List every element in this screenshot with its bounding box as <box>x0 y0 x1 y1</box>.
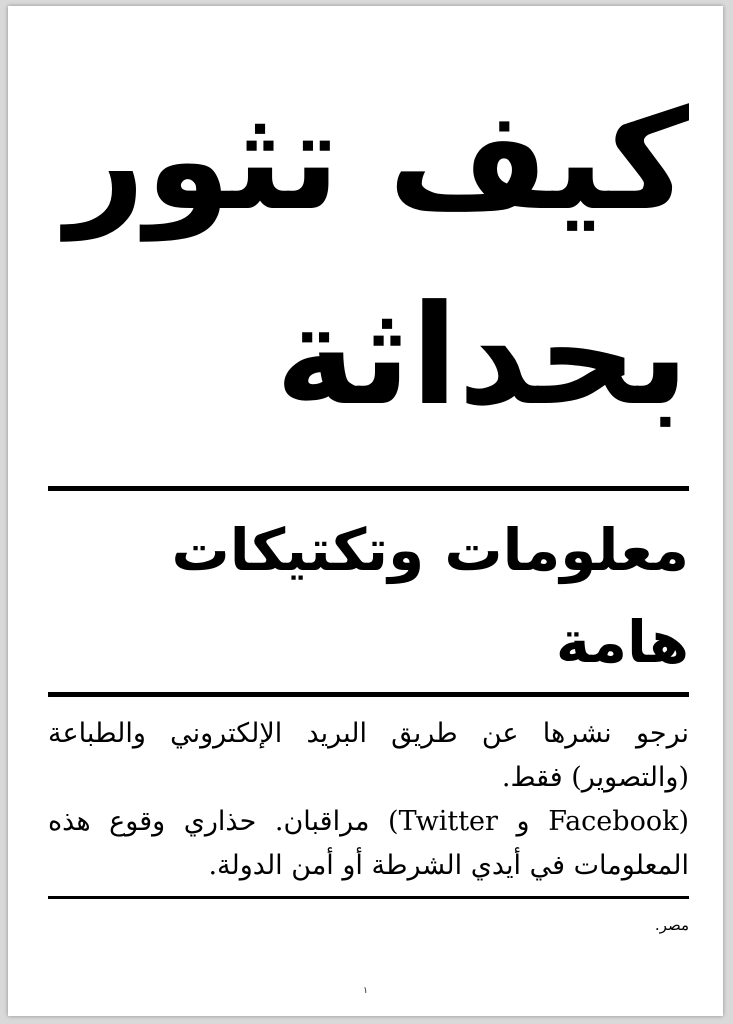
subtitle: معلومات وتكتيكات هامة <box>171 516 689 676</box>
body-paragraph-2: (Facebook و Twitter) مراقبان. حذاري وقوع هذه المعلومات في أيدي الشرطة أو أمن الدولة. <box>48 806 689 881</box>
divider-top <box>48 486 689 491</box>
divider-middle <box>48 692 689 697</box>
body-text <box>48 712 689 888</box>
title-line-2: بحداثة <box>275 275 689 436</box>
footer-signature: مصر. <box>654 916 689 934</box>
document-page <box>8 6 723 1016</box>
title-line-1: كيف تثور <box>65 80 689 241</box>
body-paragraph-1: نرجو نشرها عن طريق البريد الإلكتروني والطباعة (والتصوير) فقط. <box>48 718 689 793</box>
page-number: ١ <box>363 986 368 996</box>
divider-bottom <box>48 896 689 899</box>
